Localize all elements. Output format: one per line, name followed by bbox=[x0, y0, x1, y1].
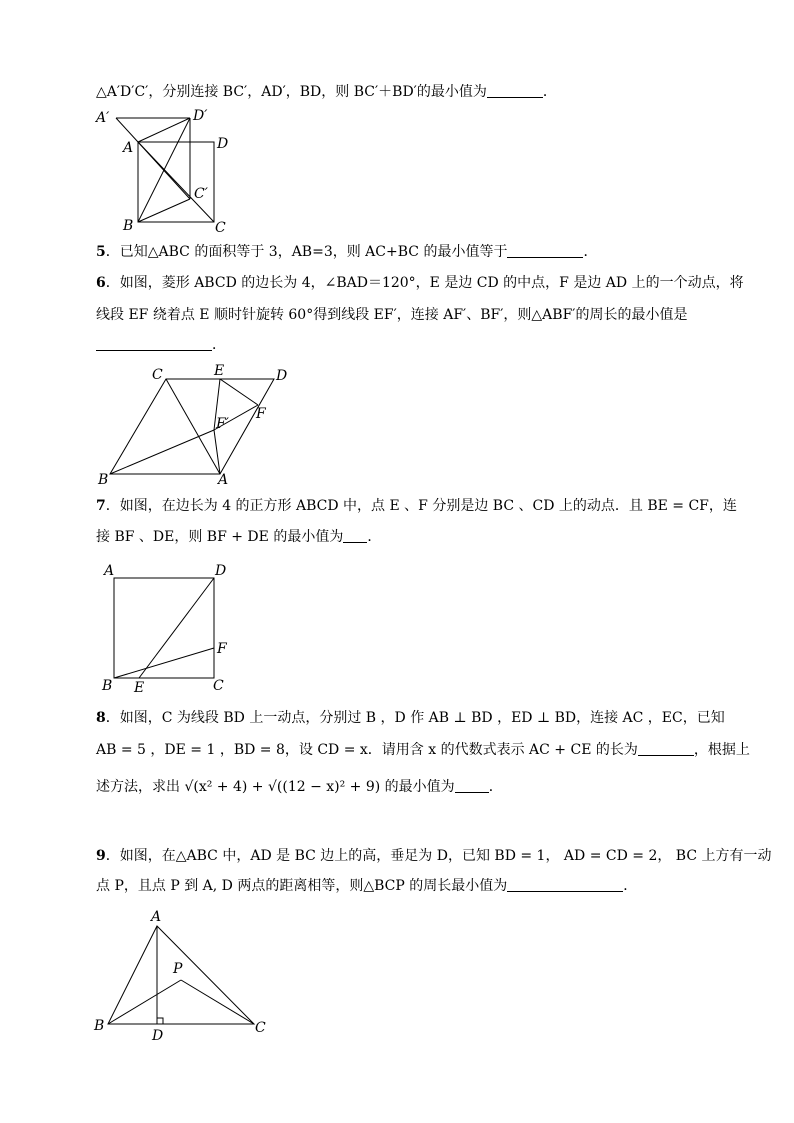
q6-label-d: D bbox=[276, 368, 288, 384]
q8-stem-line3-end: ． bbox=[488, 779, 503, 795]
q4-label-a-prime: A′ bbox=[96, 110, 110, 126]
q6-answer-blank[interactable] bbox=[96, 336, 212, 351]
q7-label-b: B bbox=[102, 678, 113, 692]
q8-text-line2 bbox=[96, 740, 750, 760]
q4-text-end: ． bbox=[542, 84, 557, 100]
q6-end: ． bbox=[212, 337, 226, 353]
q5-text bbox=[96, 242, 597, 262]
q8-stem-line1: ．如图，C 为线段 BD 上一动点，分别过 B ，D 作 AB ⊥ BD ，ED ⊥ BD，连接 AC ，EC，已知 bbox=[105, 710, 725, 726]
q7-label-a: A bbox=[104, 563, 115, 579]
q9-figure bbox=[92, 904, 282, 1044]
q4-text bbox=[96, 82, 557, 102]
q6-label-a: A bbox=[218, 472, 229, 488]
q7-label-e: E bbox=[134, 680, 145, 692]
q8-stem-line2: AB = 5 ，DE = 1 ，BD = 8，设 CD = x．请用含 x 的代数式表示 AC + CE 的长为 bbox=[96, 742, 638, 758]
q8-number: 8 bbox=[96, 710, 106, 726]
q4-label-c-prime: C′ bbox=[194, 186, 208, 202]
q6-label-c: C bbox=[152, 367, 163, 383]
q6-label-f: F bbox=[256, 406, 266, 422]
q7-stem-line1: ．如图，在边长为 4 的正方形 ABCD 中，点 E 、F 分别是边 BC 、CD 上的动点．且 BE = CF，连 bbox=[105, 498, 737, 514]
q7-text-line1 bbox=[96, 496, 737, 516]
q7-end: ． bbox=[367, 529, 382, 545]
q8-stem-line2-end: ，根据上 bbox=[693, 742, 750, 758]
q7-stem-line2: 接 BF 、DE，则 BF + DE 的最小值为 bbox=[96, 529, 344, 545]
q9-label-p: P bbox=[173, 961, 183, 977]
q4-label-c: C bbox=[215, 220, 226, 236]
q6-text-line2 bbox=[96, 305, 687, 325]
q8-text-line1 bbox=[96, 708, 725, 728]
q6-label-f-prime: F′ bbox=[216, 416, 229, 432]
q4-label-d-prime: D′ bbox=[193, 108, 208, 124]
q6-label-b: B bbox=[98, 472, 109, 488]
q9-label-b: B bbox=[94, 1018, 105, 1034]
q9-stem-line2: 点 P，且点 P 到 A, D 两点的距离相等，则△BCP 的周长最小值为 bbox=[96, 878, 508, 894]
q6-number: 6 bbox=[96, 275, 106, 291]
q9-answer-blank[interactable] bbox=[507, 877, 623, 892]
q4-answer-blank[interactable] bbox=[487, 83, 543, 98]
q5-end: ． bbox=[583, 244, 598, 260]
q7-text-line2 bbox=[96, 527, 381, 547]
q7-number: 7 bbox=[96, 498, 106, 514]
q5-stem: ．已知△ABC 的面积等于 3，AB=3，则 AC+BC 的最小值等于 bbox=[105, 244, 508, 260]
q7-figure bbox=[100, 562, 250, 692]
q5-answer-blank[interactable] bbox=[507, 243, 583, 258]
q8-stem-line3: 述方法，求出 √(x² + 4) + √((12 − x)² + 9) 的最小值为 bbox=[96, 779, 455, 795]
q9-stem-line1: ．如图，在△ABC 中，AD 是 BC 边上的高，垂足为 D，已知 BD = 1， AD = CD = 2， BC 上方有一动 bbox=[105, 848, 772, 864]
q6-stem-line1: ．如图，菱形 ABCD 的边长为 4，∠BAD＝120°，E 是边 CD 的中点，F 是边 AD 上的一个动点，将 bbox=[105, 275, 744, 291]
q9-number: 9 bbox=[96, 848, 106, 864]
q6-stem-line2: 线段 EF 绕着点 E 顺时针旋转 60°得到线段 EF′，连接 AF′、BF′，则△ABF′的周长的最小值是 bbox=[96, 307, 688, 323]
q7-label-f: F bbox=[217, 641, 227, 657]
q4-label-d: D bbox=[217, 136, 229, 152]
q9-text-line1 bbox=[96, 846, 772, 866]
q6-label-e: E bbox=[214, 363, 225, 379]
q9-end: ． bbox=[623, 878, 638, 894]
q6-text-line1 bbox=[96, 273, 744, 293]
q9-label-d: D bbox=[152, 1028, 164, 1044]
q9-label-c: C bbox=[255, 1020, 266, 1036]
q9-label-a: A bbox=[151, 909, 162, 925]
q6-figure bbox=[94, 362, 304, 492]
q7-label-d: D bbox=[215, 563, 227, 579]
q8-answer-blank-1[interactable] bbox=[638, 741, 694, 756]
q4-label-b: B bbox=[123, 218, 134, 234]
q5-number: 5 bbox=[96, 244, 106, 260]
q8-text-line3 bbox=[96, 777, 503, 797]
q4-figure bbox=[92, 106, 232, 236]
q7-label-c: C bbox=[213, 678, 224, 692]
q4-label-a: A bbox=[123, 140, 134, 156]
q7-answer-blank[interactable] bbox=[343, 528, 367, 543]
q8-answer-blank-2[interactable] bbox=[455, 778, 489, 793]
q4-text-main: △A′D′C′，分别连接 BC′，AD′，BD，则 BC′＋BD′的最小值为 bbox=[96, 84, 487, 100]
q6-text-line3 bbox=[96, 335, 226, 355]
q9-text-line2 bbox=[96, 876, 637, 896]
